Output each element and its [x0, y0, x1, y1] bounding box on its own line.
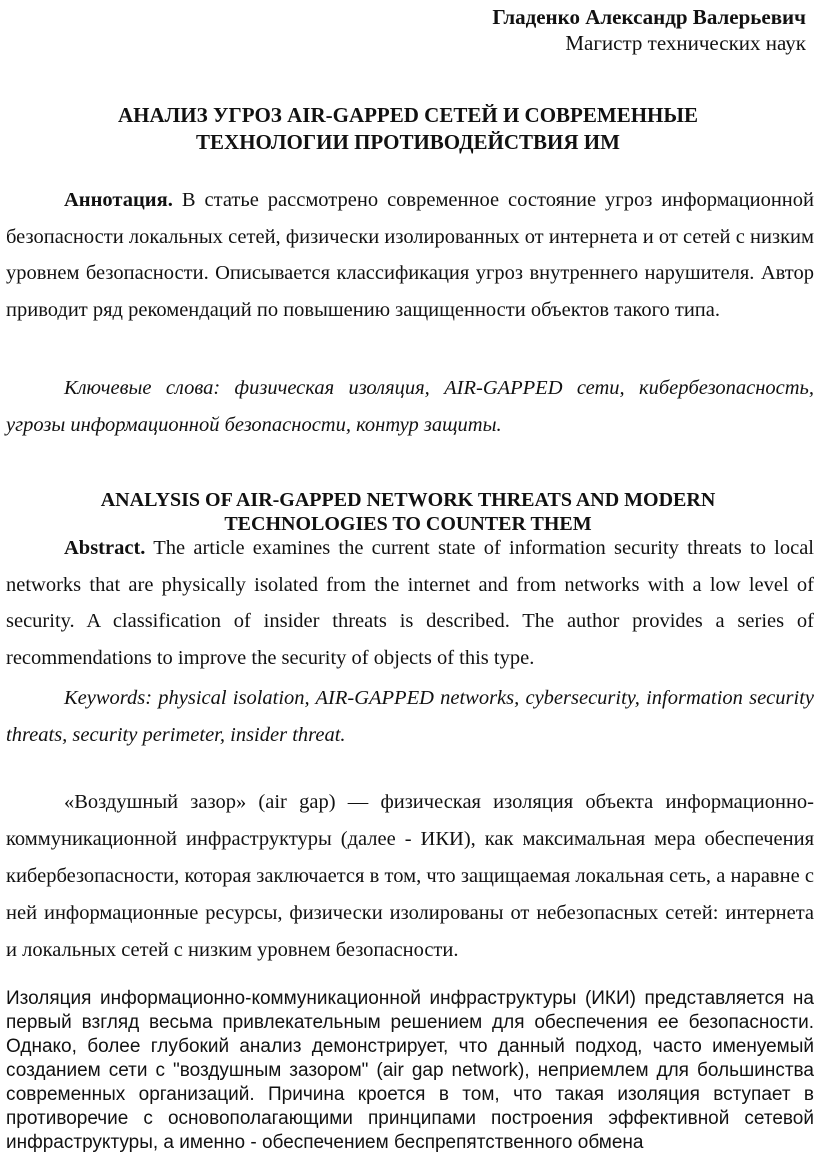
title-en-line1: ANALYSIS OF AIR-GAPPED NETWORK THREATS AND MODERN — [100, 489, 716, 511]
keywords-ru: Ключевые слова: физическая изоляция, AIR-GAPPED сети, кибербезопасность, угрозы информационной безопасности, контур защиты. — [6, 377, 814, 436]
abstract-en-label: Abstract. — [64, 537, 146, 559]
abstract-en-text: The article examines the current state of information security threats to local networks that are physically isolated from the internet and from networks with a low level of security. A classification of insider threats is described. The author provides a series of recommendations to improve the security of objects of this type. — [6, 537, 814, 669]
annotation-ru — [6, 182, 814, 328]
abstract-en — [6, 530, 814, 676]
author-block — [492, 4, 806, 56]
author-name: Гладенко Александр Валерьевич — [492, 5, 806, 29]
annotation-ru-text: В статье рассмотрено современное состояние угроз информационной безопасности локальных сетей, физически изолированных от интернета и от сетей с низким уровнем безопасности. Описывается классификация угроз внутреннего нарушителя. Автор приводит ряд рекомендаций по повышению защищенности объектов такого типа. — [6, 189, 814, 321]
body-paragraph-1: «Воздушный зазор» (air gap) — физическая изоляция объекта информационно-коммуникационной инфраструктуры (далее - ИКИ), как максимальная мера обеспечения кибербезопасности, которая заключается в том, что защищаемая локальная сеть, а наравне с ней информационные ресурсы, физически изолированы от небезопасных сетей: интернета и локальных сетей с низким уровнем безопасности. — [6, 791, 814, 961]
author-degree: Магистр технических наук — [565, 31, 806, 55]
title-en — [0, 488, 816, 536]
title-ru — [0, 102, 816, 156]
annotation-ru-label: Аннотация. — [64, 189, 173, 211]
body-paragraph-2: Изоляция информационно-коммуникационной инфраструктуры (ИКИ) представляется на первый взгляд весьма привлекательным решением для обеспечения ее безопасности. Однако, более глубокий анализ демонстрирует, что данный подход, часто именуемый созданием сети с "воздушным зазором" (air gap network), неприемлем для большинства современных организаций. Причина кроется в том, что такая изоляция вступает в противоречие с основополагающими принципами построения эффективной сетевой инфраструктуры, а именно - обеспечением беспрепятственного обмена — [6, 988, 814, 1153]
keywords-en: Keywords: physical isolation, AIR-GAPPED networks, cybersecurity, information security threats, security perimeter, insider threat. — [6, 687, 814, 746]
title-en-line2: TECHNOLOGIES TO COUNTER THEM — [224, 513, 592, 535]
title-ru-line1: АНАЛИЗ УГРОЗ AIR-GAPPED СЕТЕЙ И СОВРЕМЕННЫЕ — [117, 103, 699, 127]
title-ru-line2: ТЕХНОЛОГИИ ПРОТИВОДЕЙСТВИЯ ИМ — [196, 130, 620, 154]
